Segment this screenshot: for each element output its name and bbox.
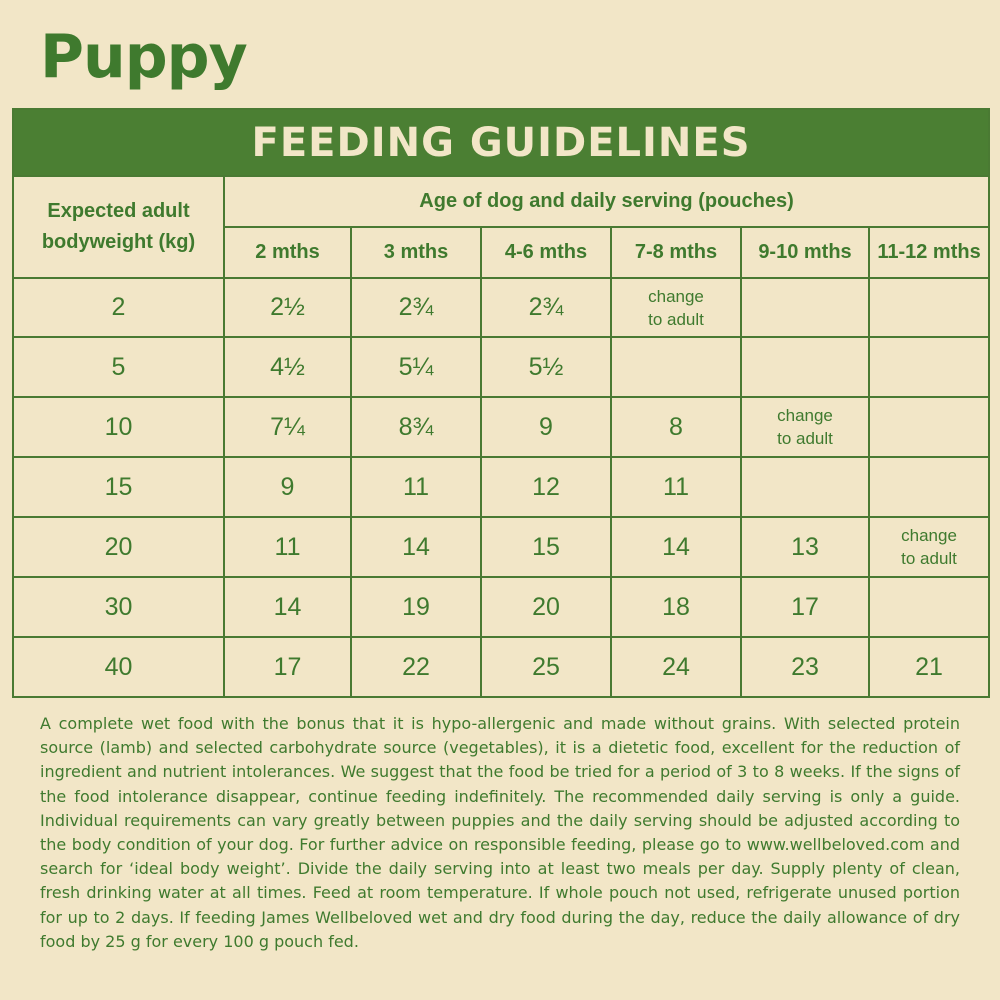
table-row — [13, 397, 989, 457]
serving-cell: 20 — [481, 577, 611, 637]
serving-cell: 11 — [611, 457, 741, 517]
weight-cell: 40 — [13, 637, 224, 697]
table-row — [13, 278, 989, 338]
serving-cell: 8 — [611, 397, 741, 457]
note-line2: to adult — [648, 309, 704, 329]
row-header-line2: bodyweight (kg) — [41, 230, 196, 253]
note-line1: change — [777, 406, 833, 426]
serving-cell: 18 — [611, 577, 741, 637]
serving-cell: 17 — [224, 637, 351, 697]
change-to-adult-note — [741, 397, 869, 457]
serving-cell: 14 — [611, 517, 741, 577]
serving-cell: 7¼ — [224, 397, 351, 457]
age-header: Age of dog and daily serving (pouches) — [224, 176, 989, 227]
weight-cell: 15 — [13, 457, 224, 517]
serving-cell: 25 — [481, 637, 611, 697]
column-header: 4-6 mths — [481, 227, 611, 278]
change-to-adult-note — [869, 517, 989, 577]
serving-cell: 9 — [224, 457, 351, 517]
serving-cell — [869, 577, 989, 637]
weight-cell: 2 — [13, 278, 224, 338]
table-body — [13, 278, 989, 697]
serving-cell: 23 — [741, 637, 869, 697]
serving-cell — [869, 337, 989, 397]
feeding-notes: A complete wet food with the bonus that it is hypo-allergenic and made without grains. With selected protein source (lamb) and selected carbohydrate source (vegetables), it is a dietetic food, excellent for the reduction of ingredient and nutrient intolerances. We suggest that the food be tried for a period of 3 to 8 weeks. If the signs of the food intolerance disappear, continue feeding indefinitely. The recommended daily serving is only a guide. Individual requirements can vary greatly between puppies and the daily serving should be adjusted according to the body condition of your dog. For further advice on responsible feeding, please go to www.wellbeloved.com and search for ‘ideal body weight’. Divide the daily serving into at least two meals per day. Supply plenty of clean, fresh drinking water at all times. Feed at room temperature. If whole pouch not used, refrigerate unused portion for up to 2 days. If feeding James Wellbeloved wet and dry food during the day, reduce the daily allowance of dry food by 25 g for every 100 g pouch fed. — [40, 714, 960, 951]
note-line2: to adult — [777, 429, 833, 449]
column-header: 9-10 mths — [741, 227, 869, 278]
table-row — [13, 637, 989, 697]
feeding-guidelines-table — [12, 108, 990, 698]
serving-cell: 13 — [741, 517, 869, 577]
serving-cell — [741, 337, 869, 397]
serving-cell: 5¼ — [351, 337, 481, 397]
serving-cell — [869, 397, 989, 457]
note-line2: to adult — [901, 549, 957, 569]
column-header: 3 mths — [351, 227, 481, 278]
serving-cell: 4½ — [224, 337, 351, 397]
serving-cell: 5½ — [481, 337, 611, 397]
serving-cell: 15 — [481, 517, 611, 577]
serving-cell — [869, 457, 989, 517]
serving-cell — [741, 278, 869, 338]
table-banner: FEEDING GUIDELINES — [13, 109, 989, 176]
serving-cell — [741, 457, 869, 517]
serving-cell: 14 — [351, 517, 481, 577]
serving-cell: 11 — [224, 517, 351, 577]
table-row — [13, 577, 989, 637]
column-header: 7-8 mths — [611, 227, 741, 278]
row-header — [13, 176, 224, 278]
page-title: Puppy — [40, 22, 247, 92]
serving-cell: 9 — [481, 397, 611, 457]
serving-cell: 2¾ — [481, 278, 611, 338]
serving-cell: 14 — [224, 577, 351, 637]
column-header: 2 mths — [224, 227, 351, 278]
note-line1: change — [901, 526, 957, 546]
weight-cell: 10 — [13, 397, 224, 457]
serving-cell: 8¾ — [351, 397, 481, 457]
serving-cell: 12 — [481, 457, 611, 517]
serving-cell: 22 — [351, 637, 481, 697]
row-header-line1: Expected adult — [47, 199, 190, 222]
table-row — [13, 337, 989, 397]
note-line1: change — [648, 286, 704, 306]
change-to-adult-note — [611, 278, 741, 338]
weight-cell: 5 — [13, 337, 224, 397]
serving-cell: 2½ — [224, 278, 351, 338]
serving-cell: 11 — [351, 457, 481, 517]
weight-cell: 30 — [13, 577, 224, 637]
table-row — [13, 457, 989, 517]
weight-cell: 20 — [13, 517, 224, 577]
serving-cell — [869, 278, 989, 338]
column-header: 11-12 mths — [869, 227, 989, 278]
table-row — [13, 517, 989, 577]
serving-cell: 2¾ — [351, 278, 481, 338]
serving-cell: 21 — [869, 637, 989, 697]
serving-cell: 17 — [741, 577, 869, 637]
serving-cell: 19 — [351, 577, 481, 637]
serving-cell: 24 — [611, 637, 741, 697]
serving-cell — [611, 337, 741, 397]
